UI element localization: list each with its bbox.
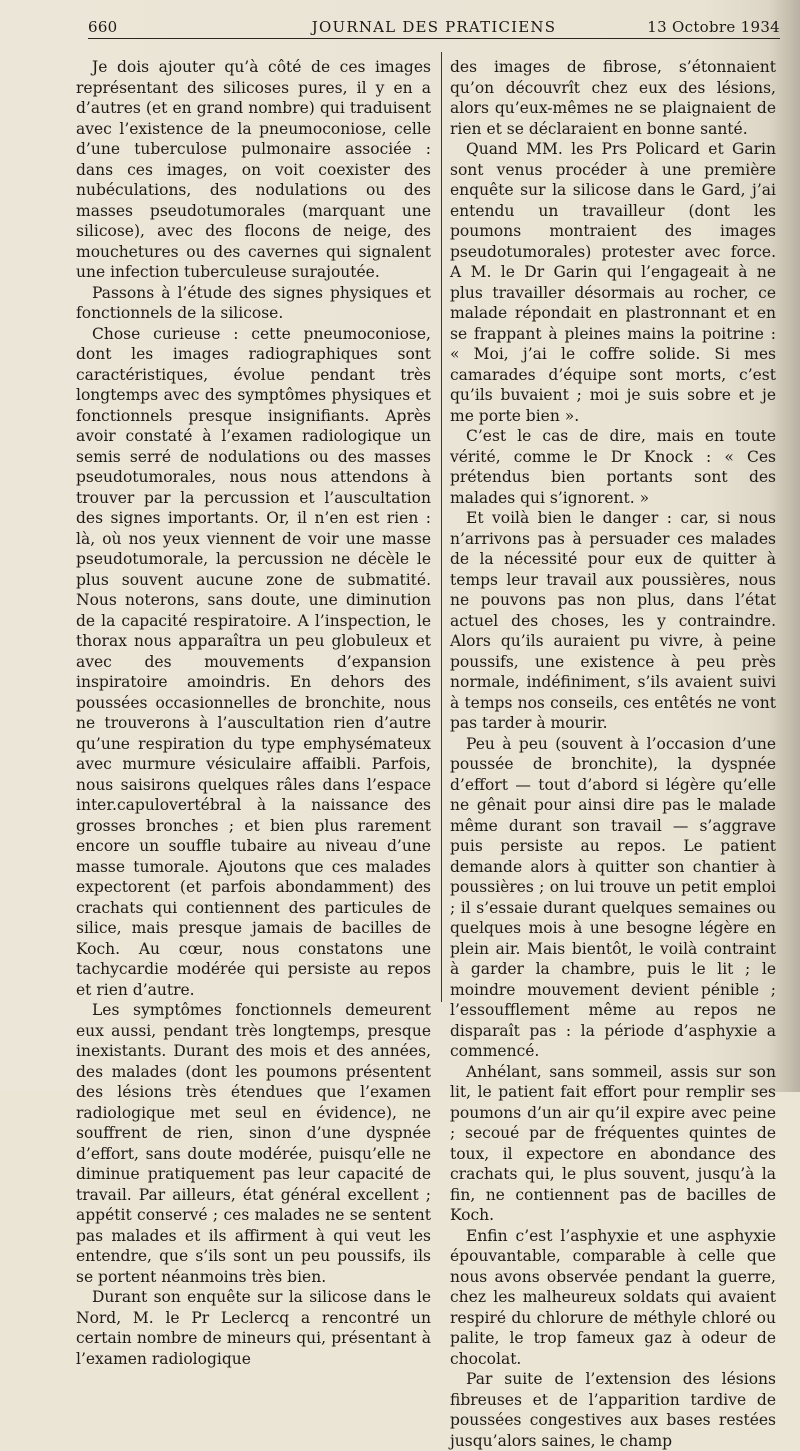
paragraph: C’est le cas de dire, mais en toute vérité, comme le Dr Knock : « Ces prétendus bien portants sont des malades qui s’ignorent. » bbox=[450, 427, 776, 507]
left-column bbox=[76, 57, 431, 1369]
paragraph: Et voilà bien le danger : car, si nous n’arrivons pas à persuader ces malades de la nécessité pour eux de quitter à temps leur travail aux poussières, nous ne pouvons pas non plus, dans l’état actuel des choses, les y contraindre. Alors qu’ils auraient pu vivre, à peine poussifs, une existence à peu près normale, indéfiniment, s’ils avaient suivi à temps nos conseils, ces entêtés ne vont pas tarder à mourir. bbox=[450, 509, 776, 732]
right-column bbox=[450, 57, 776, 1451]
column-divider bbox=[441, 52, 442, 1002]
paragraph: Anhélant, sans sommeil, assis sur son lit, le patient fait effort pour remplir ses poumons d’un air qu’il expire avec peine ; secoué par de fréquentes quintes de toux, il expectore en abondance des crachats qui, le plus souvent, jusqu’à la fin, ne contiennent pas de bacilles de Koch. bbox=[450, 1062, 776, 1224]
paragraph: Je dois ajouter qu’à côté de ces images représentant des silicoses pures, il y en a d’autres (et en grand nombre) qui traduisent avec l’existence de la pneumoconiose, celle d’une tuberculose pulmonaire associée : dans ces images, on voit coexister des nubéculations, des nodulations ou des masses pseudotumorales (marquant une silicose), avec des flocons de neige, des mouchetures ou des cavernes qui signalent une infection tuberculeuse surajoutée. bbox=[76, 58, 431, 281]
paragraph: Enfin c’est l’asphyxie et une asphyxie épouvantable, comparable à celle que nous avons observée pendant la guerre, chez les malheureux soldats qui avaient respiré du chlorure de méthyle chloré ou palite, le trop fameux gaz à odeur de chocolat. bbox=[450, 1226, 776, 1368]
paragraph: Peu à peu (souvent à l’occasion d’une poussée de bronchite), la dyspnée d’effort — tout d’abord si légère qu’elle ne gênait pour ainsi dire pas le malade même durant son travail — s’aggrave puis persiste au repos. Le patient demande alors à quitter son chantier à poussières ; on lui trouve un petit emploi ; il s’essaie durant quelques semaines ou quelques mois à une besogne légère en plein air. Mais bientôt, le voilà contraint à garder la chambre, puis le lit ; le moindre mouvement devient pénible ; l’essoufflement même au repos ne disparaît pas : la période d’asphyxie a commencé. bbox=[450, 734, 776, 1060]
paragraph: des images de fibrose, s’étonnaient qu’on découvrît chez eux des lésions, alors qu’eux-mêmes ne se plaignaient de rien et se déclaraient en bonne santé. bbox=[450, 58, 776, 138]
paragraph: Quand MM. les Prs Policard et Garin sont venus procéder à une première enquête sur la silicose dans le Gard, j’ai entendu un travailleur (dont les poumons montraient des images pseudotumorales) protester avec force. A M. le Dr Garin qui l’engageait à ne plus travailler désormais au rocher, ce malade répondait en plastronnant et en se frappant à pleines mains la poitrine : « Moi, j’ai le coffre solide. Si mes camarades d’équipe sont morts, c’est qu’ils buvaient ; moi je suis sobre et je me porte bien ». bbox=[450, 140, 776, 425]
issue-date: 13 Octobre 1934 bbox=[647, 18, 780, 36]
paragraph: Passons à l’étude des signes physiques et fonctionnels de la silicose. bbox=[76, 283, 431, 322]
page-header bbox=[88, 16, 780, 39]
paragraph: Chose curieuse : cette pneumoconiose, dont les images radiographiques sont caractéristiques, évolue pendant très longtemps avec des symptômes physiques et fonctionnels presque insignifiants. Après avoir constaté à l’examen radiologique un semis serré de nodulations ou des masses pseudotumorales, nous nous attendons à trouver par la percussion et l’auscultation des signes importants. Or, il n’en est rien : là, où nos yeux viennent de voir une masse pseudotumorale, la percussion ne décèle le plus souvent aucune zone de submatité. Nous noterons, sans doute, une diminution de la capacité respiratoire. A l’inspection, le thorax nous apparaîtra un peu globuleux et avec des mouvements d’expansion inspiratoire amoindris. En dehors des poussées occasionnelles de bronchite, nous ne trouverons à l’auscultation rien d’autre qu’une respiration du type emphysémateux avec murmure vésiculaire affaibli. Parfois, nous saisirons quelques râles dans l’espace inter.capulovertébral à la naissance des grosses bronches ; et bien plus rarement encore un souffle tubaire au niveau d’une masse tumorale. Ajoutons que ces malades expectorent (et parfois abondamment) des crachats qui contiennent des particules de silice, mais presque jamais de bacilles de Koch. Au cœur, nous constatons une tachycardie modérée qui persiste au repos et rien d’autre. bbox=[76, 324, 431, 999]
paragraph: Par suite de l’extension des lésions fibreuses et de l’apparition tardive de poussées congestives aux bases restées jusqu’alors saines, le champ bbox=[450, 1370, 776, 1450]
paragraph: Les symptômes fonctionnels demeurent eux aussi, pendant très longtemps, presque inexistants. Durant des mois et des années, des malades (dont les poumons présentent des lésions très étendues que l’examen radiologique met seul en évidence), ne souffrent de rien, sinon d’une dyspnée d’effort, sans doute modérée, puisqu’elle ne diminue pratiquement pas leur capacité de travail. Par ailleurs, état général excellent ; appétit conservé ; ces malades ne se sentent pas malades et ils affirment à qui veut les entendre, que s’ils sont un peu poussifs, ils se portent néanmoins très bien. bbox=[76, 1001, 431, 1286]
journal-title: JOURNAL DES PRATICIENS bbox=[311, 18, 557, 36]
page-number: 660 bbox=[88, 18, 118, 36]
paragraph: Durant son enquête sur la silicose dans le Nord, M. le Pr Leclercq a rencontré un certain nombre de mineurs qui, présentant à l’examen radiologique bbox=[76, 1288, 431, 1368]
